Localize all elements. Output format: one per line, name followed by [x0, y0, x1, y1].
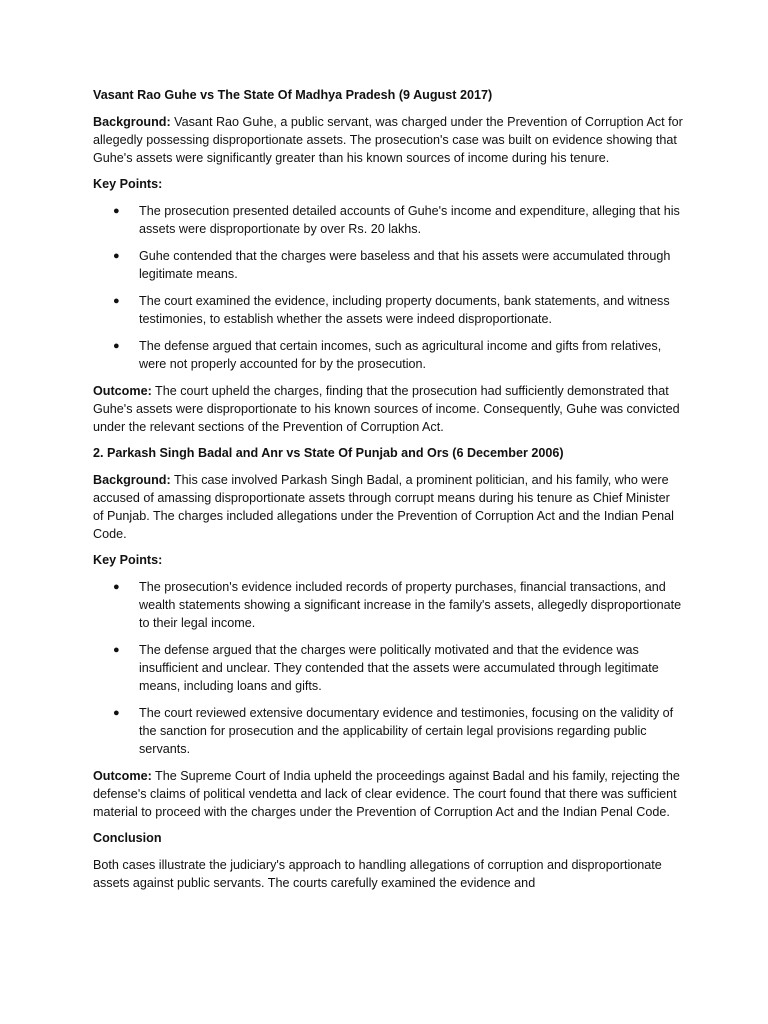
case-1-outcome — [93, 382, 683, 436]
list-item-text: The prosecution's evidence included records of property purchases, financial transactions, and wealth statements showing a significant increase in the family's assets, allegedly disproportionate to their legal income. — [139, 580, 682, 630]
case-2-key-points-list — [93, 578, 683, 758]
list-item — [93, 247, 683, 283]
bullet-icon: ● — [113, 340, 120, 352]
background-label: Background: — [93, 115, 171, 129]
bullet-icon: ● — [113, 250, 120, 262]
background-text: Vasant Rao Guhe, a public servant, was charged under the Prevention of Corruption Act for allegedly possessing disproportionate assets. The prosecution's case was built on evidence showing that Guhe's assets were significantly greater than his known sources of income during his tenure. — [93, 115, 683, 165]
list-item-text: The defense argued that certain incomes, such as agricultural income and gifts from relatives, were not properly accounted for by the prosecution. — [139, 339, 662, 371]
conclusion-text: Both cases illustrate the judiciary's approach to handling allegations of corruption and disproportionate assets against public servants. The courts carefully examined the evidence and — [93, 858, 662, 890]
case-1-background — [93, 113, 683, 167]
outcome-text: The Supreme Court of India upheld the proceedings against Badal and his family, rejecting the defense's claims of political vendetta and lack of clear evidence. The court found that there was sufficient material to proceed with the charges under the Prevention of Corruption Act and the Indian Penal Code. — [93, 769, 680, 819]
list-item-text: Guhe contended that the charges were baseless and that his assets were accumulated through legitimate means. — [139, 249, 671, 281]
list-item — [93, 202, 683, 238]
bullet-icon: ● — [113, 644, 120, 656]
case-2-title: 2. Parkash Singh Badal and Anr vs State Of Punjab and Ors (6 December 2006) — [93, 446, 564, 460]
case-1-key-points-label: Key Points: — [93, 177, 163, 191]
list-item-text: The defense argued that the charges were politically motivated and that the evidence was insufficient and unclear. They contended that the assets were accumulated through legitimate means, including loans and gifts. — [139, 643, 659, 693]
case-1-key-points-list — [93, 202, 683, 373]
list-item-text: The prosecution presented detailed accounts of Guhe's income and expenditure, alleging that his assets were disproportionate by over Rs. 20 lakhs. — [139, 204, 680, 236]
list-item-text: The court examined the evidence, including property documents, bank statements, and witness testimonies, to establish whether the assets were indeed disproportionate. — [139, 294, 670, 326]
case-2-background — [93, 471, 683, 543]
document-page — [93, 86, 683, 900]
list-item — [93, 292, 683, 328]
case-2-key-points-label: Key Points: — [93, 553, 163, 567]
case-1-title: Vasant Rao Guhe vs The State Of Madhya Pradesh (9 August 2017) — [93, 88, 493, 102]
outcome-label: Outcome: — [93, 769, 152, 783]
list-item — [93, 641, 683, 695]
outcome-text: The court upheld the charges, finding that the prosecution had sufficiently demonstrated that Guhe's assets were disproportionate to his known sources of income. Consequently, Guhe was convicted under the relevant sections of the Prevention of Corruption Act. — [93, 384, 680, 434]
conclusion-title: Conclusion — [93, 831, 162, 845]
bullet-icon: ● — [113, 295, 120, 307]
list-item — [93, 337, 683, 373]
background-text: This case involved Parkash Singh Badal, a prominent politician, and his family, who were accused of amassing disproportionate assets through corrupt means during his tenure as Chief Minister of Punjab. The charges included allegations under the Prevention of Corruption Act and the Indian Penal Code. — [93, 473, 674, 541]
outcome-label: Outcome: — [93, 384, 152, 398]
background-label: Background: — [93, 473, 171, 487]
bullet-icon: ● — [113, 581, 120, 593]
list-item — [93, 578, 683, 632]
bullet-icon: ● — [113, 707, 120, 719]
list-item — [93, 704, 683, 758]
bullet-icon: ● — [113, 205, 120, 217]
list-item-text: The court reviewed extensive documentary evidence and testimonies, focusing on the validity of the sanction for prosecution and the applicability of certain legal provisions regarding public servants. — [139, 706, 674, 756]
case-2-outcome — [93, 767, 683, 821]
